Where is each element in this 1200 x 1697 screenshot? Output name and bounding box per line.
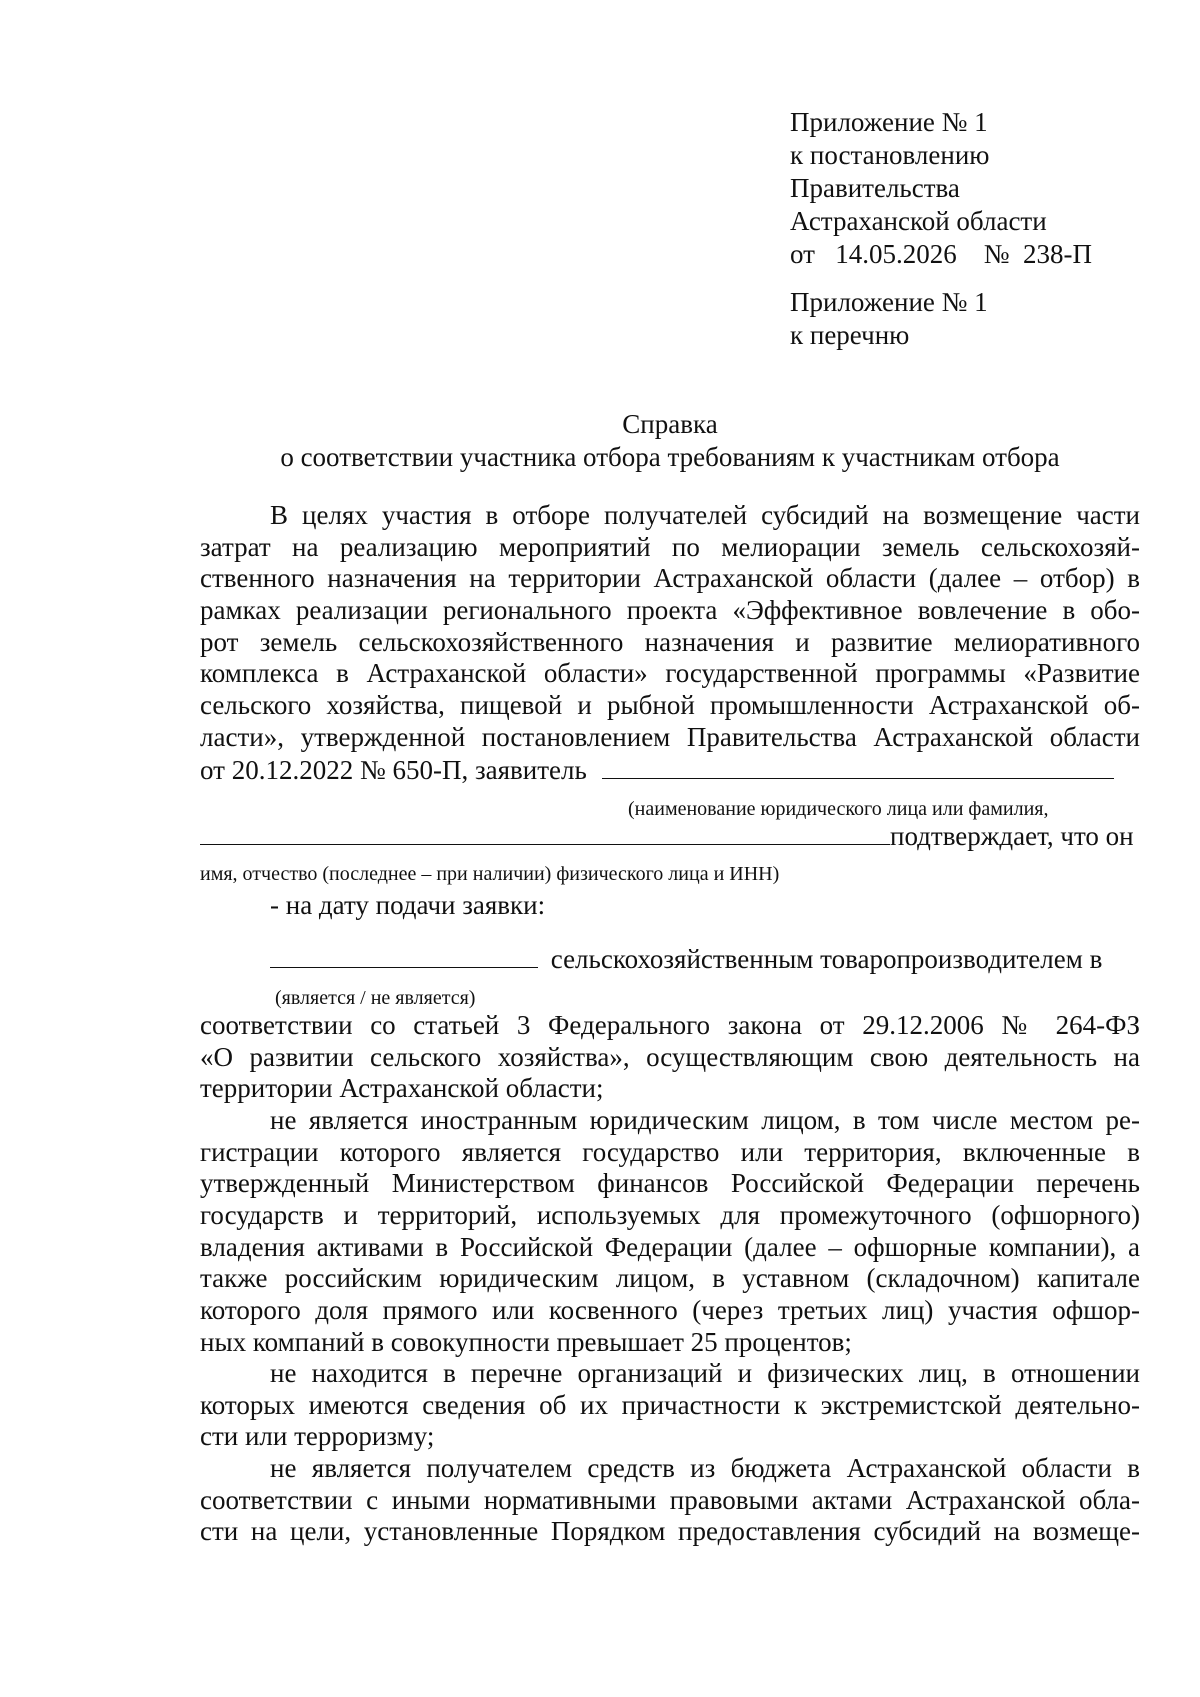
header-to-list-line: к перечню xyxy=(790,320,910,350)
submission-date-label: - на дату подачи заявки: xyxy=(270,890,546,920)
header-region-line: Астраханской области xyxy=(790,206,1047,236)
text-line: ласти», утвержденной постановлением Правительства Астраханской области xyxy=(200,721,1140,752)
text-line: «О развитии сельского хозяйства», осуществляющим свою деятельность на xyxy=(200,1041,1140,1072)
text-line: утвержденный Министерством финансов Российской Федерации перечень xyxy=(200,1168,1140,1199)
extremism-paragraph xyxy=(200,1358,1140,1453)
text-line: также российским юридическим лицом, в уставном (складочном) капитале xyxy=(200,1263,1140,1294)
confirm-line xyxy=(200,820,1134,852)
text-line: соответствии со статьей 3 Федерального закона от 29.12.2006 № 264-ФЗ xyxy=(200,1010,1140,1040)
applicant-hint-2: имя, отчество (последнее – при наличии) физического лица и ИНН) xyxy=(200,863,780,885)
text-line: не находится в перечне организаций и физических лиц, в отношении xyxy=(270,1358,1140,1388)
header-decree-line: к постановлению xyxy=(790,140,990,170)
document-subtitle: о соответствии участника отбора требованиям к участникам отбора xyxy=(280,442,1060,472)
header-appendix-line: Приложение № 1 xyxy=(790,107,988,137)
text-line: сти на цели, установленные Порядком предоставления субсидий на возмеще- xyxy=(200,1516,1140,1547)
producer-hint: (является / не является) xyxy=(275,987,476,1009)
text-line: соответствии с иными нормативными правовыми актами Астраханской обла- xyxy=(200,1484,1140,1515)
text-line: комплекса в Астраханской области» государственной программы «Развитие xyxy=(200,658,1140,689)
text-line: государств и территорий, используемых для промежуточного (офшорного) xyxy=(200,1200,1140,1231)
offshore-paragraph xyxy=(200,1105,1140,1359)
budget-paragraph xyxy=(200,1453,1140,1548)
text-line: которого доля прямого или косвенного (через третьих лиц) участия офшор- xyxy=(200,1295,1140,1326)
applicant-hint-1: (наименование юридического лица или фамилия, xyxy=(628,798,1049,820)
appendix-header xyxy=(790,106,1092,271)
text-line: которых имеются сведения об их причастности к экстремистской деятельно- xyxy=(200,1389,1140,1420)
text-line: ственного назначения на территории Астраханской области (далее – отбор) в xyxy=(200,563,1140,594)
text-line: рот земель сельскохозяйственного назначения и развитие мелиоративного xyxy=(200,626,1140,657)
applicant-line xyxy=(200,754,1114,786)
header-government-line: Правительства xyxy=(790,173,960,203)
intro-paragraph xyxy=(200,500,1140,754)
header-list-appendix-line: Приложение № 1 xyxy=(790,287,988,317)
confirm-text: подтверждает, что он xyxy=(890,821,1134,851)
header-date-number-line: от 14.05.2026 № 238-П xyxy=(790,239,1092,269)
text-line: В целях участия в отборе получателей субсидий на возмещение части xyxy=(270,500,1140,530)
producer-status-blank[interactable] xyxy=(270,943,538,968)
applicant-prefix: от 20.12.2022 № 650-П, заявитель xyxy=(200,755,587,785)
text-line: не является получателем средств из бюджета Астраханской области в xyxy=(270,1453,1140,1483)
applicant-name-blank[interactable] xyxy=(602,754,1114,779)
text-line: сти или терроризму; xyxy=(200,1421,435,1452)
document-title: Справка xyxy=(622,409,718,439)
list-appendix-header xyxy=(790,286,988,352)
text-line: сельского хозяйства, пищевой и рыбной промышленности Астраханской об- xyxy=(200,690,1140,721)
text-line: ных компаний в совокупности превышает 25 процентов; xyxy=(200,1326,852,1357)
text-line: гистрации которого является государство или территория, включенные в xyxy=(200,1136,1140,1167)
text-line: не является иностранным юридическим лицом, в том числе местом ре- xyxy=(270,1105,1140,1135)
text-line: затрат на реализацию мероприятий по мелиорации земель сельскохозяй- xyxy=(200,531,1140,562)
producer-text: сельскохозяйственным товаропроизводителем в xyxy=(550,944,1103,974)
text-line: владения активами в Российской Федерации (далее – офшорные компании), а xyxy=(200,1231,1140,1262)
producer-line xyxy=(270,943,1102,975)
law-paragraph xyxy=(200,1010,1140,1105)
text-line: территории Астраханской области; xyxy=(200,1073,604,1104)
text-line: рамках реализации регионального проекта «Эффективное вовлечение в обо- xyxy=(200,595,1140,626)
applicant-fio-blank[interactable] xyxy=(200,820,890,845)
